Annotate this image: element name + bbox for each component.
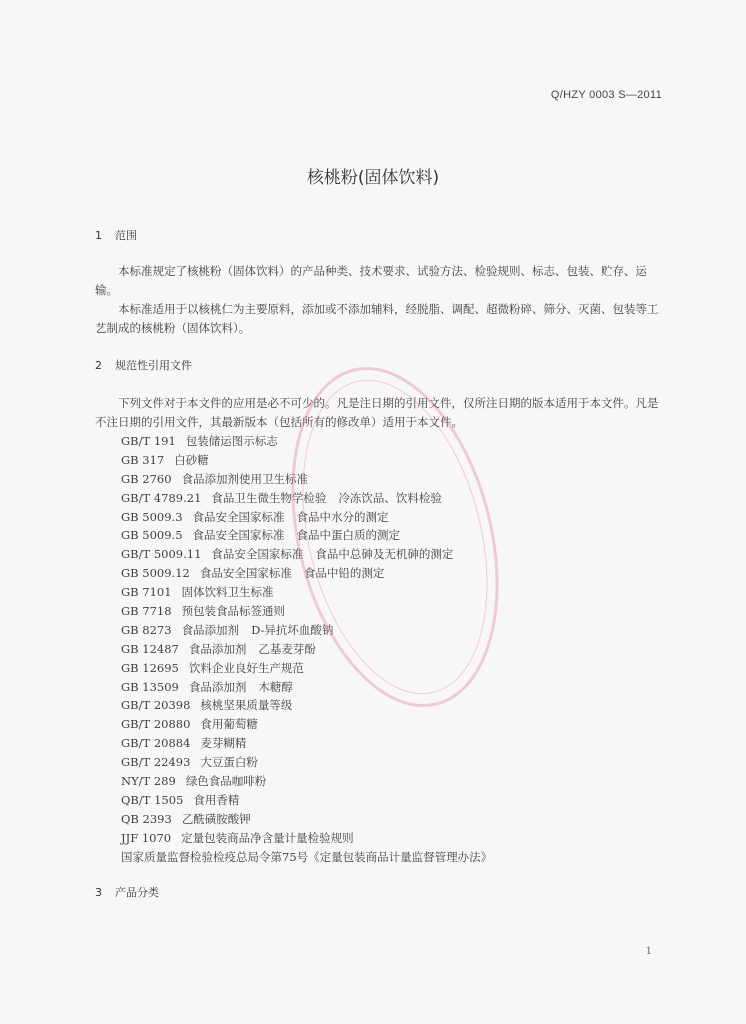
- section-title: 规范性引用文件: [115, 359, 192, 372]
- scope-paragraph-1: 本标准规定了核桃粉（固体饮料）的产品种类、技术要求、试验方法、检验规则、标志、包装、贮存、运输。: [95, 264, 647, 297]
- reference-name: 乙酰磺胺酸钾: [181, 811, 251, 826]
- reference-name: 饮料企业良好生产规范: [188, 660, 304, 675]
- list-item: [121, 564, 492, 583]
- reference-subname: 食品中铅的测定: [303, 566, 385, 581]
- list-item: [121, 432, 492, 451]
- reference-subname: 食品中蛋白质的测定: [296, 528, 401, 543]
- reference-code: GB 317: [121, 452, 165, 467]
- reference-code: GB 12695: [121, 660, 179, 675]
- reference-subname: 木糖醇: [258, 679, 293, 694]
- reference-subname: 食品中总砷及无机砷的测定: [315, 547, 454, 562]
- section-heading-classification: [95, 884, 159, 900]
- reference-name: 食品添加剂: [188, 679, 247, 694]
- reference-code: GB 5009.5: [121, 528, 183, 543]
- reference-code: QB/T 1505: [121, 792, 184, 807]
- list-item: [121, 602, 492, 621]
- reference-list: [121, 432, 492, 866]
- list-item: [121, 772, 492, 791]
- list-item: [121, 678, 492, 697]
- list-item: [121, 753, 492, 772]
- reference-code: GB 7718: [121, 604, 172, 619]
- reference-code: GB 2760: [121, 471, 172, 486]
- page-number: 1: [645, 946, 652, 957]
- reference-code: GB/T 20884: [121, 736, 191, 751]
- reference-name: 预包装食品标签通则: [181, 604, 286, 619]
- reference-name: 核桃坚果质量等级: [200, 698, 293, 713]
- reference-name: 麦芽糊精: [200, 736, 247, 751]
- reference-name: 食品安全国家标准: [211, 547, 304, 562]
- reference-subname: 乙基麦芽酚: [258, 641, 316, 656]
- reference-code: GB 5009.3: [121, 509, 183, 524]
- list-item: [121, 791, 492, 810]
- reference-name: 绿色食品咖啡粉: [185, 774, 267, 789]
- document-title: 核桃粉(固体饮料): [306, 168, 440, 188]
- reference-name: 食品添加剂: [188, 641, 247, 656]
- section-number: 1: [95, 229, 102, 242]
- reference-code: JJF 1070: [121, 830, 172, 845]
- reference-code: GB/T 22493: [121, 755, 191, 770]
- reference-code: GB/T 20880: [121, 717, 191, 732]
- reference-code: GB 13509: [121, 679, 179, 694]
- list-item: [121, 545, 492, 564]
- reference-code: GB 8273: [121, 622, 172, 637]
- reference-name: 食用香精: [193, 792, 240, 807]
- reference-subname: D-异抗坏血酸钠: [251, 622, 334, 637]
- decree-reference: 国家质量监督检验检疫总局令第75号《定量包装商品计量监督管理办法》: [121, 849, 493, 864]
- reference-subname: 冷冻饮品、饮料检验: [338, 490, 442, 505]
- reference-name: 固体饮料卫生标准: [181, 585, 274, 600]
- list-item: [121, 696, 492, 715]
- reference-name: 大豆蛋白粉: [200, 755, 258, 770]
- reference-code: GB/T 191: [121, 434, 176, 448]
- list-item: [121, 451, 492, 470]
- list-item: [121, 470, 492, 489]
- reference-code: GB 5009.12: [121, 566, 190, 581]
- section-title: 产品分类: [115, 886, 159, 899]
- reference-name: 白砂糖: [174, 452, 209, 467]
- reference-code: NY/T 289: [121, 774, 176, 789]
- reference-name: 食品安全国家标准: [199, 566, 292, 581]
- list-item: [121, 489, 492, 508]
- reference-subname: 食品中水分的测定: [296, 509, 389, 524]
- list-item: [121, 526, 492, 545]
- reference-name: 定量包装商品净含量计量检验规则: [181, 830, 354, 845]
- list-item: [121, 829, 492, 848]
- list-item: [121, 621, 492, 640]
- list-item: [121, 659, 492, 678]
- references-intro: 下列文件对于本文件的应用是必不可少的。凡是注日期的引用文件，仅所注日期的版本适用于本文件。凡是不注日期的引用文件，其最新版本（包括所有的修改单）适用于本文件。: [95, 396, 659, 429]
- section-heading-scope: [95, 227, 137, 243]
- reference-name: 食品添加剂使用卫生标准: [181, 471, 309, 486]
- reference-name: 食品安全国家标准: [192, 509, 285, 524]
- reference-name: 包装储运图示标志: [185, 434, 278, 448]
- section-number: 3: [95, 886, 102, 899]
- reference-code: GB/T 5009.11: [121, 547, 202, 562]
- section-heading-references: [95, 357, 192, 373]
- scope-paragraph-2: 本标准适用于以核桃仁为主要原料，添加或不添加辅料，经脱脂、调配、超微粉碎、筛分、灭菌、包装等工艺制成的核桃粉（固体饮料）。: [95, 302, 659, 335]
- reference-code: GB 12487: [121, 641, 179, 656]
- reference-code: QB 2393: [121, 811, 172, 826]
- section-title: 范围: [115, 229, 137, 242]
- reference-name: 食用葡萄糖: [200, 717, 258, 732]
- reference-name: 食品添加剂: [181, 622, 240, 637]
- list-item: [121, 734, 492, 753]
- list-item: [121, 848, 492, 867]
- reference-code: GB 7101: [121, 585, 172, 600]
- reference-name: 食品安全国家标准: [192, 528, 285, 543]
- reference-code: GB/T 20398: [121, 698, 191, 713]
- list-item: [121, 810, 492, 829]
- reference-code: GB/T 4789.21: [121, 490, 202, 505]
- list-item: [121, 583, 492, 602]
- section-number: 2: [95, 359, 102, 372]
- list-item: [121, 640, 492, 659]
- list-item: [121, 508, 492, 527]
- reference-name: 食品卫生微生物学检验: [211, 490, 327, 505]
- list-item: [121, 715, 492, 734]
- standard-code: Q/HZY 0003 S—2011: [550, 89, 662, 101]
